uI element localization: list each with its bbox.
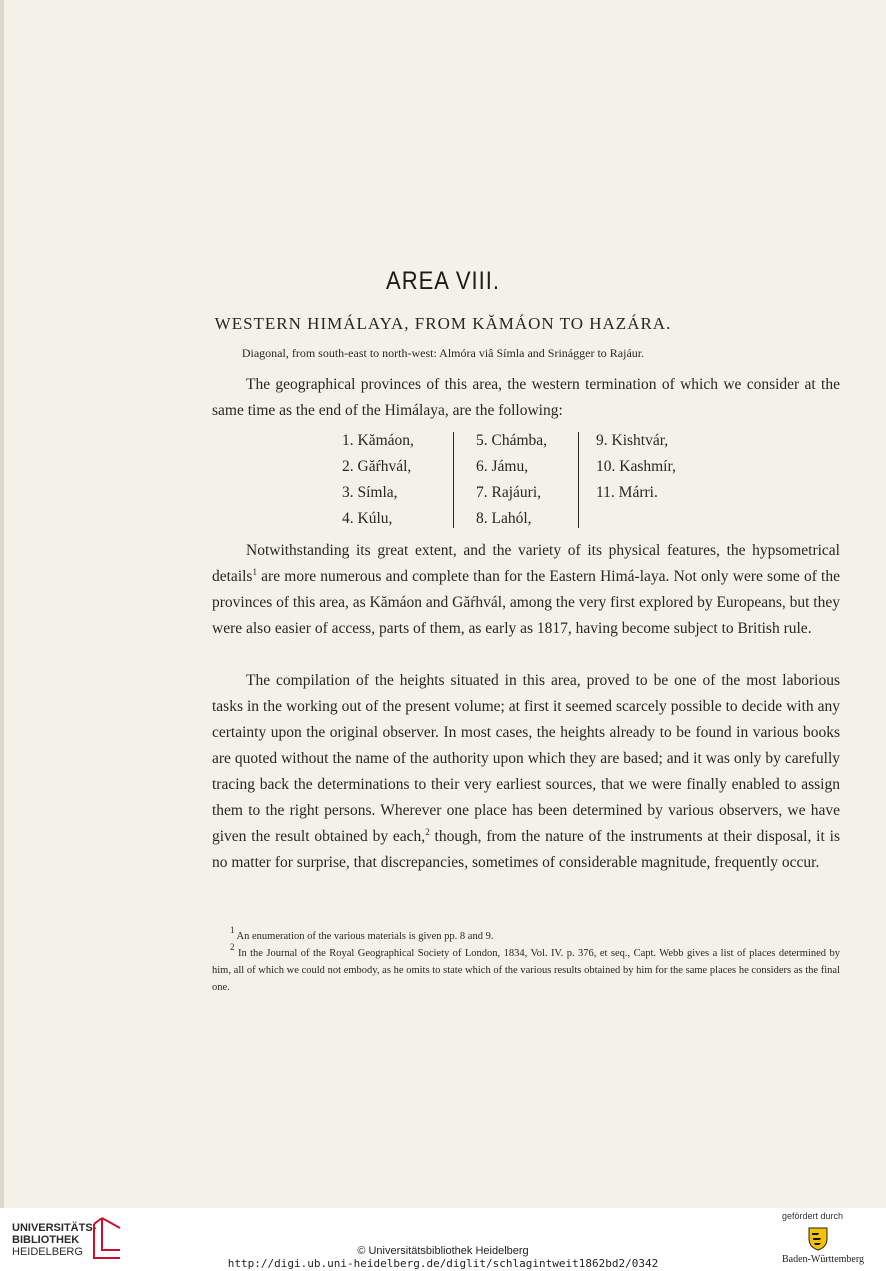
body-paragraph-2 [212,538,840,642]
sponsor-name: Baden-Württemberg [782,1254,865,1265]
footnote-mark: 2 [230,942,235,952]
province-item: 7. Rajáuri, [476,484,541,501]
sponsor-label: gefördert durch [782,1211,844,1221]
footnote [212,925,840,945]
permalink-url[interactable]: http://digi.ub.uni-heidelberg.de/diglit/schlagintweit1862bd2/0342 [227,1257,659,1270]
provinces-column-3 [596,428,676,506]
province-item: 5. Chámba, [476,432,548,449]
province-item: 11. Márri. [596,484,658,501]
section-subtitle: WESTERN HIMÁLAYA, FROM KĂMÁON TO HAZÁRA. [214,314,672,333]
route-description: Diagonal, from south-east to north-west: Almóra viâ Símla and Srinágger to Rajáur. [241,346,645,360]
column-divider [453,432,454,528]
paragraph-text: though, from the nature of the instruments at their disposal, it is no matter for surprise, that discrepancies, sometimes of considerable magnitude, frequently occur. [212,828,840,871]
province-item: 6. Jámu, [476,458,529,475]
province-item: 1. Kămáon, [342,432,414,449]
paragraph-text: The compilation of the heights situated in this area, proved to be one of the most laborious tasks in the working out of the present volume; at first it seemed scarcely possible to decide with any certainty upon the original observer. In most cases, the heights already to be found in various books are quoted without the name of the authority upon which they are based; and it was only by carefully tracing back the determinations to their very earliest sources, that we were finally enabled to assign them to the right persons. Wherever one place has been determined by various observers, we have given the result obtained by each, [212,672,840,845]
footnote-text: In the Journal of the Royal Geographical Society of London, 1834, Vol. IV. p. 376, et seq., Capt. Webb gives a list of places determined by him, all of which we could not embody, as he omits to state which of the various results obtained by him for the same places he considers as the final one. [212,948,840,993]
library-name-line: UNIVERSITÄTS- [12,1222,97,1234]
paragraph-text: are more numerous and complete than for the Eastern Himá-laya. Not only were some of the provinces of this area, as Kămáon and Găŕhvál, among the very first explored by Europeans, but they were also easier of access, parts of them, as early as 1817, having become subject to British rule. [212,568,840,637]
baden-wuerttemberg-crest-icon[interactable] [806,1225,830,1251]
column-divider [578,432,579,528]
provinces-column-1 [342,428,414,532]
library-name-line: BIBLIOTHEK [12,1234,80,1246]
province-item: 8. Lahól, [476,510,532,527]
footnote-ref: 1 [252,567,257,577]
footnote [212,942,840,996]
footnotes [212,925,840,996]
province-item: 4. Kúlu, [342,510,393,527]
library-name-line: HEIDELBERG [12,1246,83,1258]
copyright-notice: © Universitätsbibliothek Heidelberg [357,1245,529,1257]
footnote-text: An enumeration of the various materials is given pp. 8 and 9. [234,931,494,942]
provinces-column-2 [476,428,547,532]
province-item: 10. Kashmír, [596,458,676,475]
footnote-ref: 2 [425,827,430,837]
body-paragraph-3 [212,668,840,876]
intro-paragraph: The geographical provinces of this area, the western termination of which we consider at the same time as the end of the Himálaya, are the following: [212,376,840,419]
province-item: 2. Găŕhvál, [342,458,412,475]
provinces-list [330,428,710,530]
footnote-mark: 1 [230,925,235,935]
province-item: 3. Símla, [342,484,398,501]
page-edge-shadow [0,0,4,1208]
page-title: AREA VIII. [386,266,500,295]
province-item: 9. Kishtvár, [596,432,669,449]
paragraph-text: Notwithstanding its great extent, and the variety of its physical features, the hypsometrical details [212,542,840,585]
